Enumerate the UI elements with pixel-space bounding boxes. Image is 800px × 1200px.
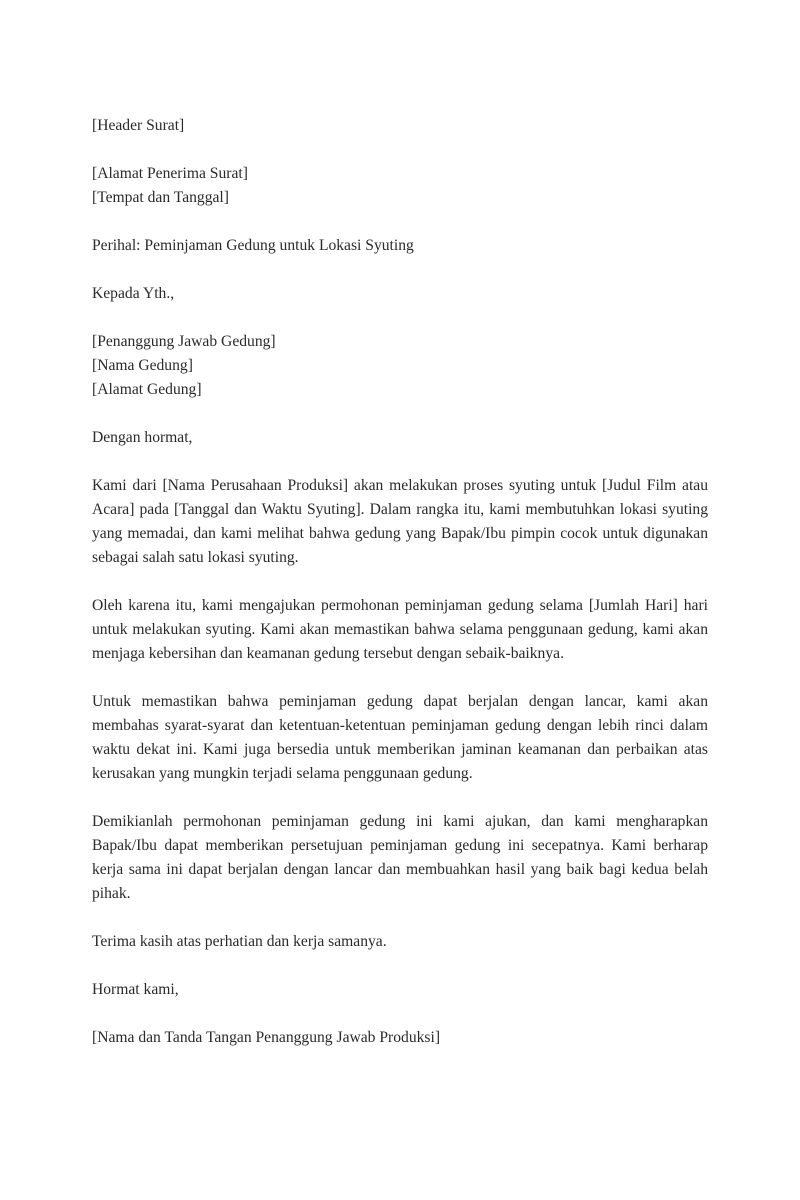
recipient-address: [Alamat Penerima Surat]	[92, 165, 248, 182]
addressee-building-name: [Nama Gedung]	[92, 357, 193, 374]
thanks-block	[92, 930, 708, 954]
signature-block	[92, 1026, 708, 1050]
body-paragraph: Untuk memastikan bahwa peminjaman gedung dapat berjalan dengan lancar, kami akan membahas syarat-syarat dan ketentuan-ketentuan peminjaman gedung dengan lebih rinci dalam waktu dekat ini. Kami juga bersedia untuk memberikan jaminan keamanan dan perbaikan atas kerusakan yang mungkin terjadi selama penggunaan gedung.	[92, 693, 708, 782]
body-paragraph: Kami dari [Nama Perusahaan Produksi] akan melakukan proses syuting untuk [Judul Film atau Acara] pada [Tanggal dan Waktu Syuting]. Dalam rangka itu, kami membutuhkan lokasi syuting yang memadai, dan kami melihat bahwa gedung yang Bapak/Ibu pimpin cocok untuk digunakan sebagai salah satu lokasi syuting.	[92, 477, 708, 566]
addressee-block	[92, 330, 708, 402]
letter-page	[92, 114, 708, 1050]
greeting: Dengan hormat,	[92, 429, 193, 446]
place-date: [Tempat dan Tanggal]	[92, 189, 229, 206]
letter-header-block	[92, 114, 708, 138]
closing-line: Hormat kami,	[92, 981, 179, 998]
body-paragraph: Oleh karena itu, kami mengajukan permohonan peminjaman gedung selama [Jumlah Hari] hari untuk melakukan syuting. Kami akan memastikan bahwa selama penggunaan gedung, kami akan menjaga kebersihan dan keamanan gedung tersebut dengan sebaik-baiknya.	[92, 597, 708, 662]
letter-subject: Perihal: Peminjaman Gedung untuk Lokasi Syuting	[92, 237, 414, 254]
salutation-to: Kepada Yth.,	[92, 285, 175, 302]
body-paragraph: Demikianlah permohonan peminjaman gedung ini kami ajukan, dan kami mengharapkan Bapak/Ibu dapat memberikan persetujuan peminjaman gedung ini secepatnya. Kami berharap kerja sama ini dapat berjalan dengan lancar dan membuahkan hasil yang baik bagi kedua belah pihak.	[92, 813, 708, 902]
subject-block	[92, 234, 708, 258]
salutation-block	[92, 282, 708, 306]
addressee-building-address: [Alamat Gedung]	[92, 381, 202, 398]
thanks-line: Terima kasih atas perhatian dan kerja samanya.	[92, 933, 387, 950]
letter-header: [Header Surat]	[92, 117, 185, 134]
closing-block	[92, 978, 708, 1002]
greeting-block	[92, 426, 708, 450]
recipient-block	[92, 162, 708, 210]
addressee-person: [Penanggung Jawab Gedung]	[92, 333, 276, 350]
signature-line: [Nama dan Tanda Tangan Penanggung Jawab Produksi]	[92, 1029, 441, 1046]
